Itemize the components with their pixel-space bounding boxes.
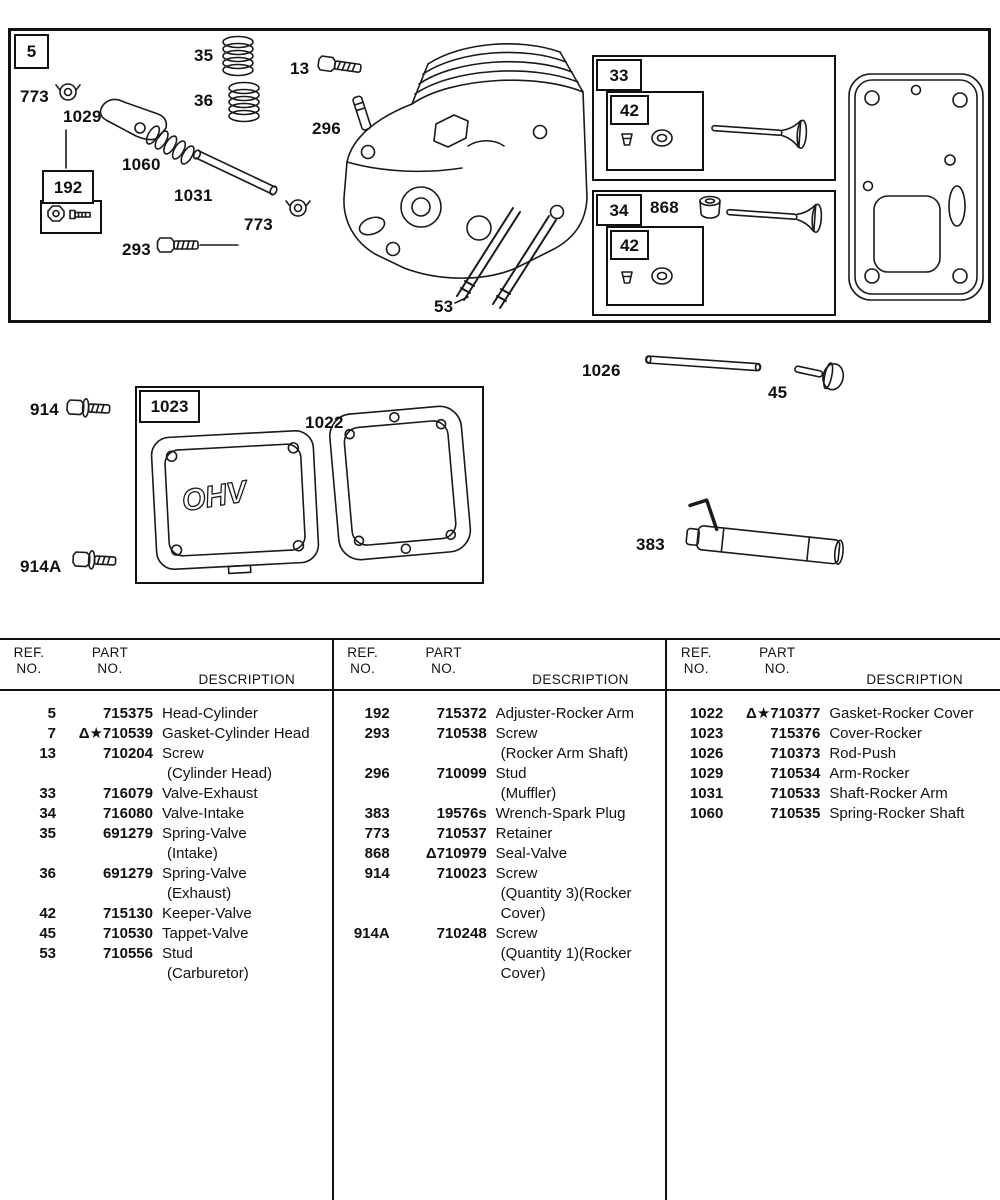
diagram-ref-box-34: 34 (596, 194, 642, 226)
ref-no-cell: 383 (364, 805, 390, 822)
callout-914: 914 (30, 400, 59, 419)
parts-table-column-2 (332, 640, 666, 1200)
diagram-ref-box-42-exhaust: 42 (610, 95, 649, 125)
description-header: DESCRIPTION (866, 672, 963, 687)
description-cell: Screw (Cylinder Head) (162, 745, 273, 782)
description-cell: Gasket-Rocker Cover (829, 705, 974, 722)
diagram-ref-box-192: 192 (42, 170, 94, 204)
ref-no-cell: 35 (39, 825, 56, 842)
description-cell: Stud (Muffler) (495, 765, 557, 802)
table-body (0, 691, 332, 984)
description-cell: Valve-Exhaust (162, 785, 258, 802)
ref-no-cell: 1031 (689, 785, 724, 802)
callout-868: 868 (650, 198, 679, 217)
part-no-cell: 715372 (436, 705, 487, 722)
ref-no-cell: 1022 (689, 705, 724, 722)
cover-emboss-text: OHV (179, 475, 250, 519)
ref-no-cell: 914 (364, 865, 390, 882)
description-cell: Arm-Rocker (829, 765, 910, 782)
part-no-cell: 715130 (102, 905, 153, 922)
part-no-cell: 710099 (436, 765, 487, 782)
description-cell: Head-Cylinder (162, 705, 258, 722)
table-body (334, 691, 666, 984)
ref-no-cell: 42 (39, 905, 56, 922)
part-no-cell: Δ710979 (425, 845, 487, 862)
description-cell: Screw (Quantity 3)(Rocker Cover) (495, 865, 632, 922)
part-no-cell: 691279 (102, 865, 153, 882)
table-row (667, 764, 1000, 784)
callout-383: 383 (636, 535, 665, 554)
description-cell: Retainer (495, 825, 553, 842)
part-no-cell: 715375 (102, 705, 153, 722)
description-cell: Shaft-Rocker Arm (829, 785, 948, 802)
table-header-row (667, 640, 1000, 691)
table-row (0, 944, 332, 984)
callout-1031: 1031 (174, 186, 213, 205)
table-row (334, 844, 666, 864)
description-cell: Screw (Quantity 1)(Rocker Cover) (495, 925, 632, 982)
parts-table-column-3 (665, 640, 1000, 1200)
ref-no-cell: 33 (39, 785, 56, 802)
diagram-ref-box-42-intake: 42 (610, 230, 649, 260)
ref-no-cell: 868 (364, 845, 390, 862)
table-row (0, 744, 332, 784)
description-cell: Gasket-Cylinder Head (162, 725, 310, 742)
part-no-cell: 710204 (102, 745, 153, 762)
table-row (667, 804, 1000, 824)
part-no-header: PART NO. (91, 645, 129, 676)
callout-773-a: 773 (20, 87, 49, 106)
callout-45: 45 (768, 383, 788, 402)
rocker-cover-screw-914-illustration (67, 398, 110, 418)
part-no-cell: 716080 (102, 805, 153, 822)
table-row (0, 924, 332, 944)
table-row (0, 724, 332, 744)
spark-plug-wrench-illustration (686, 498, 847, 564)
part-no-cell: 691279 (102, 825, 153, 842)
table-row (0, 804, 332, 824)
part-no-cell: 710535 (770, 805, 821, 822)
part-no-cell: 710538 (436, 725, 487, 742)
ref-no-cell: 13 (39, 745, 56, 762)
ref-no-header: REF. NO. (347, 645, 379, 676)
ref-no-cell: 7 (47, 725, 56, 742)
ref-no-cell: 773 (364, 825, 390, 842)
callout-773-b: 773 (244, 215, 273, 234)
description-cell: Stud (Carburetor) (162, 945, 249, 982)
description-cell: Cover-Rocker (829, 725, 922, 742)
description-cell: Wrench-Spark Plug (495, 805, 626, 822)
table-row (0, 864, 332, 904)
callout-36: 36 (194, 91, 214, 110)
part-no-cell: 19576s (436, 805, 487, 822)
callout-53: 53 (434, 297, 454, 316)
part-no-header: PART NO. (425, 645, 462, 676)
parts-table-column-1 (0, 640, 332, 1200)
callout-914A: 914A (20, 557, 62, 576)
part-no-header: PART NO. (759, 645, 796, 676)
adjuster-parts-box (40, 200, 102, 234)
table-row (0, 704, 332, 724)
description-header: DESCRIPTION (198, 672, 296, 687)
cylinder-head-diagram-frame (8, 28, 991, 323)
valve-tappet-illustration (792, 356, 845, 392)
ref-no-cell: 5 (47, 705, 56, 722)
table-row (667, 704, 1000, 724)
ref-no-cell: 36 (39, 865, 56, 882)
table-row (0, 904, 332, 924)
part-no-cell: 710023 (436, 865, 487, 882)
ref-no-cell: 53 (39, 945, 56, 962)
diagram-ref-box-33: 33 (596, 59, 642, 91)
callout-1060: 1060 (122, 155, 161, 174)
ref-no-cell: 1026 (689, 745, 724, 762)
table-body (667, 691, 1000, 824)
ref-no-cell: 1060 (689, 805, 724, 822)
ref-no-cell: 914A (353, 925, 390, 942)
part-no-cell: 710373 (770, 745, 821, 762)
diagram-ref-box-1023: 1023 (139, 390, 200, 423)
callout-296: 296 (312, 119, 341, 138)
push-rod-illustration (646, 356, 761, 371)
ref-no-cell: 296 (364, 765, 390, 782)
description-cell: Spring-Valve (Exhaust) (162, 865, 247, 902)
part-no-cell: 710556 (102, 945, 153, 962)
part-no-cell: Δ★710377 (746, 705, 821, 722)
ref-no-cell: 45 (39, 925, 56, 942)
ref-no-header: REF. NO. (680, 645, 712, 676)
description-cell: Screw (Rocker Arm Shaft) (495, 725, 629, 762)
ref-no-header: REF. NO. (13, 645, 45, 676)
callout-1026: 1026 (582, 361, 621, 380)
table-row (334, 724, 666, 764)
part-no-cell: Δ★710539 (78, 725, 153, 742)
callout-35: 35 (194, 46, 214, 65)
table-row (334, 864, 666, 924)
ref-no-cell: 293 (364, 725, 390, 742)
table-row (334, 704, 666, 724)
table-row (667, 784, 1000, 804)
part-no-cell: 716079 (102, 785, 153, 802)
ref-no-cell: 1029 (689, 765, 724, 782)
table-row (0, 784, 332, 804)
ref-no-cell: 192 (364, 705, 390, 722)
table-row (334, 824, 666, 844)
rocker-cover-screw-914a-illustration (73, 550, 116, 570)
description-cell: Spring-Valve (Intake) (162, 825, 247, 862)
callout-293: 293 (122, 240, 151, 259)
table-row (334, 764, 666, 804)
ref-no-cell: 1023 (689, 725, 724, 742)
part-no-cell: 715376 (770, 725, 821, 742)
ref-no-cell: 34 (39, 805, 56, 822)
description-cell: Valve-Intake (162, 805, 245, 822)
table-header-row (334, 640, 666, 691)
table-row (334, 924, 666, 984)
description-cell: Rod-Push (829, 745, 897, 762)
part-no-cell: 710530 (102, 925, 153, 942)
table-row (334, 804, 666, 824)
description-cell: Tappet-Valve (162, 925, 249, 942)
callout-1022: 1022 (305, 413, 344, 432)
callout-1029: 1029 (63, 107, 102, 126)
table-header-row (0, 640, 332, 691)
part-no-cell: 710248 (436, 925, 487, 942)
parts-table (0, 638, 1000, 1200)
table-row (667, 724, 1000, 744)
description-cell: Seal-Valve (495, 845, 568, 862)
description-cell: Adjuster-Rocker Arm (495, 705, 635, 722)
callout-13: 13 (290, 59, 310, 78)
part-no-cell: 710534 (770, 765, 821, 782)
table-row (0, 824, 332, 864)
description-header: DESCRIPTION (532, 672, 629, 687)
part-no-cell: 710533 (770, 785, 821, 802)
table-row (667, 744, 1000, 764)
diagram-ref-box-5: 5 (14, 34, 49, 69)
part-no-cell: 710537 (436, 825, 487, 842)
description-cell: Spring-Rocker Shaft (829, 805, 965, 822)
description-cell: Keeper-Valve (162, 905, 252, 922)
